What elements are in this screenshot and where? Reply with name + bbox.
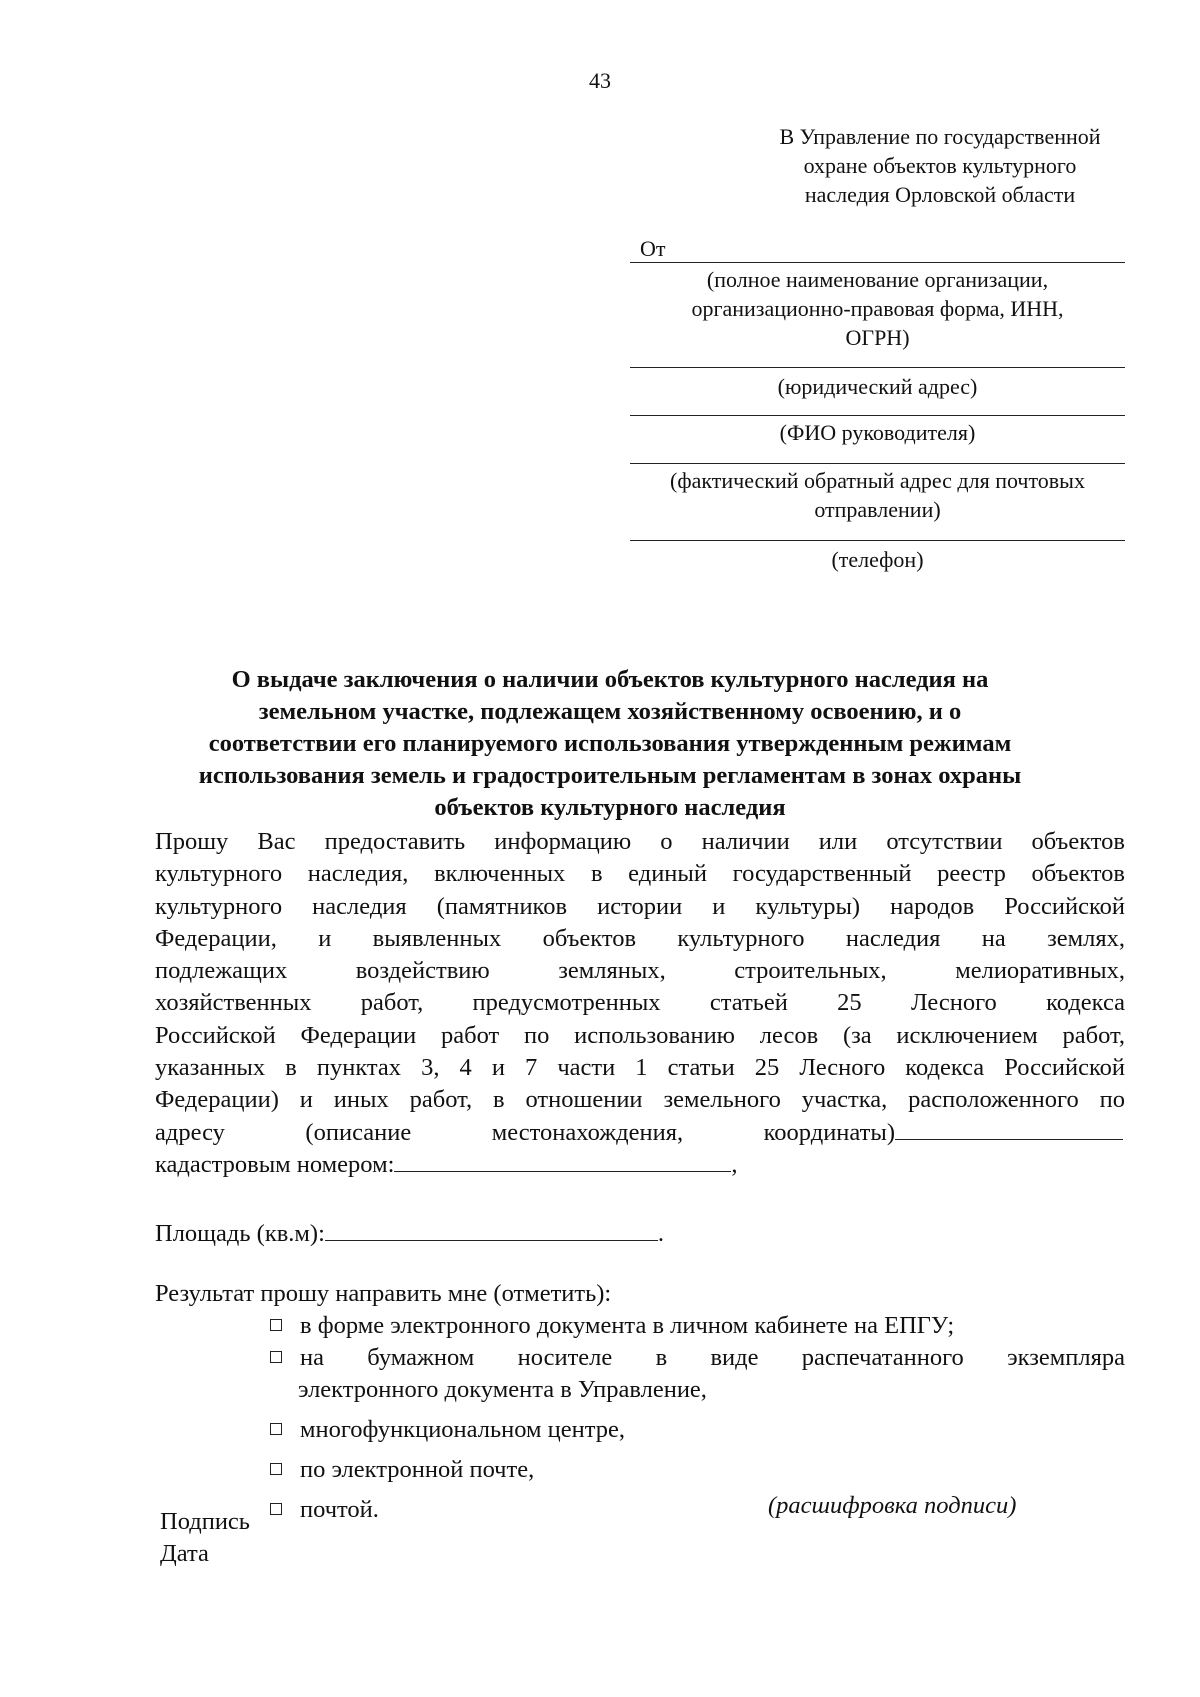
phone-caption: (телефон) xyxy=(831,547,924,572)
body-line: Федерации) и иных работ, в отношении земельного участка, расположенного по xyxy=(155,1086,1125,1114)
cadastral-suffix: , xyxy=(731,1150,738,1178)
checkbox[interactable] xyxy=(270,1351,282,1363)
area-suffix: . xyxy=(657,1220,665,1247)
body-line: указанных в пунктах 3, 4 и 7 части 1 статьи 25 Лесного кодекса Российской xyxy=(155,1054,1125,1082)
title-line: использования земель и градостроительным регламентам в зонах охраны xyxy=(198,762,1022,789)
cadastral-row xyxy=(155,1149,1125,1181)
caption-line: (фактический обратный адрес для почтовых xyxy=(670,468,1085,493)
body-line: подлежащих воздействию земляных, строительных, мелиоративных, xyxy=(155,957,1125,985)
applicant-block xyxy=(630,234,1125,574)
option-label: почтой. xyxy=(300,1496,379,1523)
cadastral-blank[interactable] xyxy=(394,1149,731,1172)
delivery-option-paper[interactable] xyxy=(270,1342,1125,1374)
title-line: О выдаче заключения о наличии объектов культурного наследия на xyxy=(231,666,989,693)
address-blank[interactable] xyxy=(895,1117,1123,1140)
from-row xyxy=(630,234,1125,262)
checkbox[interactable] xyxy=(270,1463,282,1475)
checkbox[interactable] xyxy=(270,1423,282,1435)
signature-block xyxy=(160,1506,250,1570)
addressee-block xyxy=(740,122,1140,209)
caption-line: ОГРН) xyxy=(845,325,910,350)
postal-address-fill-line[interactable] xyxy=(630,463,1125,464)
addressee-line: охране объектов культурного xyxy=(803,153,1077,178)
date-label: Дата xyxy=(160,1540,209,1567)
title-line: объектов культурного наследия xyxy=(434,794,786,821)
area-blank[interactable] xyxy=(325,1218,658,1241)
option-label: по электронной почте, xyxy=(300,1456,535,1483)
body-line: хозяйственных работ, предусмотренных статьей 25 Лесного кодекса xyxy=(155,989,1125,1017)
signature-decode-label: (расшифровка подписи) xyxy=(768,1492,1017,1519)
option-label: многофункциональном центре, xyxy=(300,1416,626,1443)
body-line: Прошу Вас предоставить информацию о наличии или отсутствии объектов xyxy=(155,828,1125,855)
checkbox[interactable] xyxy=(270,1319,282,1331)
delivery-option-epgu[interactable] xyxy=(270,1310,1125,1342)
body-line: культурного наследия (памятников истории и культуры) народов Российской xyxy=(155,892,1125,920)
cadastral-label: кадастровым номером: xyxy=(155,1150,395,1178)
page-number: 43 xyxy=(589,68,611,93)
document-title xyxy=(130,664,1090,824)
phone-fill-line[interactable] xyxy=(630,540,1125,541)
option-label-continuation: электронного документа в Управление, xyxy=(298,1376,707,1403)
legal-address-fill-line[interactable] xyxy=(630,367,1125,368)
from-label: От xyxy=(640,236,666,261)
addressee-line: В Управление по государственной xyxy=(779,124,1101,149)
title-line: соответствии его планируемого использования утвержденным режимам xyxy=(208,730,1012,757)
addressee-line: наследия Орловской области xyxy=(804,182,1076,207)
checkbox[interactable] xyxy=(270,1503,282,1515)
caption-line: отправлении) xyxy=(814,497,941,522)
request-paragraph xyxy=(155,826,1125,1181)
body-line: культурного наследия, включенных в единый государственный реестр объектов xyxy=(155,860,1125,888)
caption-line: организационно-правовая форма, ИНН, xyxy=(691,296,1064,321)
title-line: земельном участке, подлежащем хозяйственному освоению, и о xyxy=(258,698,962,725)
organization-caption xyxy=(630,265,1125,352)
legal-address-caption: (юридический адрес) xyxy=(777,374,978,399)
director-fill-line[interactable] xyxy=(630,415,1125,416)
delivery-lead: Результат прошу направить мне (отметить): xyxy=(155,1280,612,1307)
option-label: на бумажном носителе в виде распечатанного экземпляра xyxy=(300,1344,1125,1371)
body-line: Федерации, и выявленных объектов культурного наследия на землях, xyxy=(155,924,1125,952)
delivery-option-mfc[interactable] xyxy=(270,1414,1125,1446)
signature-label: Подпись xyxy=(160,1508,250,1535)
director-caption: (ФИО руководителя) xyxy=(779,420,976,445)
address-label: адресу (описание местонахождения, координаты) xyxy=(155,1118,895,1146)
delivery-method-block xyxy=(155,1278,1125,1526)
caption-line: (полное наименование организации, xyxy=(706,267,1049,292)
postal-address-caption xyxy=(630,466,1125,524)
option-label: в форме электронного документа в личном кабинете на ЕПГУ; xyxy=(300,1312,955,1339)
address-row xyxy=(155,1117,1125,1149)
area-row xyxy=(155,1218,664,1248)
body-line: Российской Федерации работ по использованию лесов (за исключением работ, xyxy=(155,1021,1125,1049)
organization-fill-line[interactable] xyxy=(630,262,1125,263)
area-label: Площадь (кв.м): xyxy=(155,1220,325,1247)
delivery-option-email[interactable] xyxy=(270,1454,1125,1486)
